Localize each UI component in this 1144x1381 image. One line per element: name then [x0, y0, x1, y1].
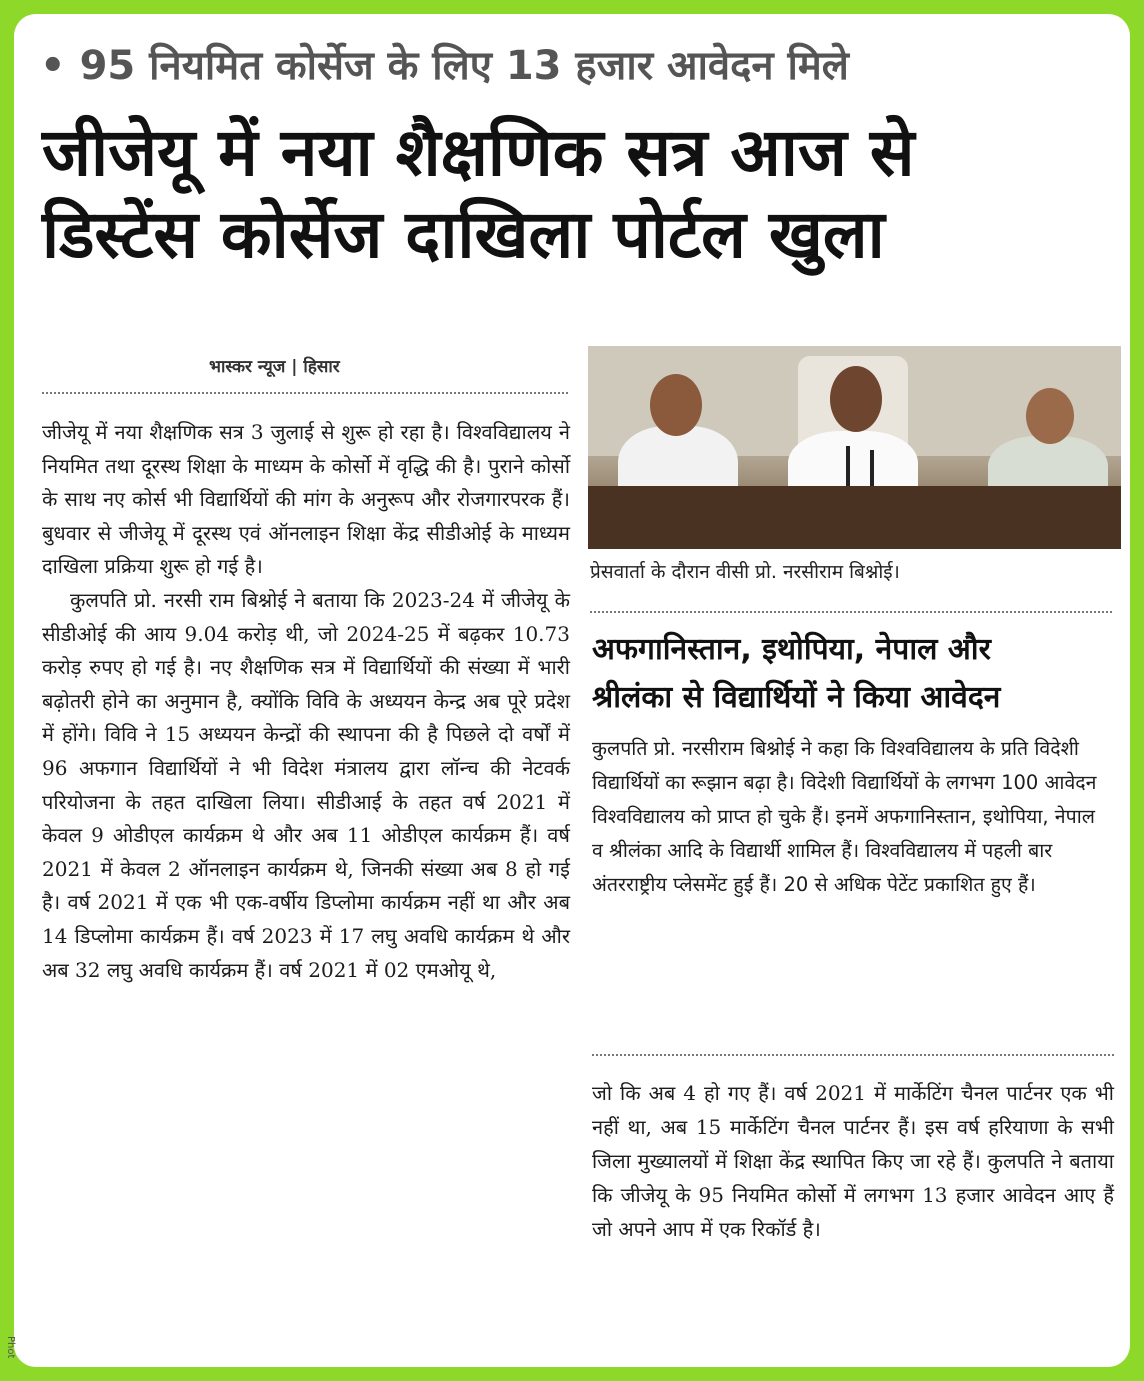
photo-table — [588, 486, 1121, 549]
photo-mic-1 — [846, 446, 850, 491]
headline-line-2: डिस्टेंस कोर्सेज दाखिला पोर्टल खुला — [42, 196, 885, 273]
subheadline-line-2: श्रीलंका से विद्यार्थियों ने किया आवेदन — [592, 680, 1001, 715]
right-column-bottom: जो कि अब 4 हो गए हैं। वर्ष 2021 में मार्केटिंग चैनल पार्टनर एक भी नहीं था, अब 15 मार्केटिंग चैनल पार्टनर हैं। इस वर्ष हरियाणा के सभी जिला मुख्यालयों में शिक्षा केंद्र स्थापित किए जा रहे हैं। कुलपति ने बताया कि जीजेयू के 95 नियमित कोर्सो में लगभग 13 हजार आवेदन आए हैं जो अपने आप में एक रिकॉर्ड है। — [592, 1081, 1114, 1241]
photo-credit: Phot — [5, 1336, 16, 1359]
press-conference-photo — [588, 346, 1121, 549]
kicker-text: 95 नियमित कोर्सेज के लिए 13 हजार आवेदन मिले — [79, 43, 849, 89]
kicker-line — [40, 38, 1110, 94]
caption-divider — [590, 611, 1112, 613]
byline-divider — [42, 392, 568, 394]
left-paragraph-1: जीजेयू में नया शैक्षणिक सत्र 3 जुलाई से शुरू हो रहा है। विश्वविद्यालय ने नियमित तथा दूरस्थ शिक्षा के माध्यम के कोर्सो में वृद्धि की है। पुराने कोर्सो के साथ नए कोर्स भी विद्यार्थियों की मांग के अनुरूप और रोजगारपरक हैं। बुधवार से जीजेयू में दूरस्थ एवं ऑनलाइन शिक्षा केंद्र सीडीओई के माध्यम दाखिला प्रक्रिया शुरू हो गई है। — [42, 420, 570, 579]
photo-head-right — [1026, 388, 1074, 444]
photo-head-center — [830, 366, 882, 432]
right-column-divider — [592, 1054, 1114, 1056]
left-column — [42, 416, 570, 987]
bullet-icon: • — [40, 43, 66, 89]
photo-caption: प्रेसवार्ता के दौरान वीसी प्रो. नरसीराम बिश्नोई। — [590, 561, 900, 583]
byline: भास्कर न्यूज | हिसार — [209, 357, 340, 377]
photo-mic-2 — [870, 450, 874, 490]
subheadline-line-1: अफगानिस्तान, इथोपिया, नेपाल और — [592, 632, 991, 667]
subheadline — [592, 626, 1112, 722]
newspaper-clipping — [14, 14, 1130, 1367]
photo-head-left — [650, 374, 702, 436]
headline — [42, 112, 1102, 276]
headline-line-1: जीजेयू में नया शैक्षणिक सत्र आज से — [42, 114, 915, 191]
left-paragraph-2: कुलपति प्रो. नरसी राम बिश्नोई ने बताया कि 2023-24 में जीजेयू के सीडीओई की आय 9.04 करोड़ थी, जो 2024-25 में बढ़कर 10.73 करोड़ रुपए हो गई है। नए शैक्षणिक सत्र में विद्यार्थियों की संख्या में भारी बढ़ोतरी होने का अनुमान है, क्योंकि विवि के अध्ययन केन्द्र अब पूरे प्रदेश में होंगे। विवि ने 15 अध्ययन केन्द्रों की स्थापना की है पिछले दो वर्षों में 96 अफगान विद्यार्थियों ने भी विदेश मंत्रालय द्वारा लॉन्च की नेटवर्क परियोजना के तहत दाखिला लिया। सीडीआई के तहत वर्ष 2021 में केवल 9 ओडीएल कार्यक्रम थे और अब 11 ओडीएल कार्यक्रम हैं। वर्ष 2021 में केवल 2 ऑनलाइन कार्यक्रम थे, जिनकी संख्या अब 8 हो गई है। वर्ष 2021 में एक भी एक-वर्षीय डिप्लोमा कार्यक्रम नहीं था और अब 14 डिप्लोमा कार्यक्रम हैं। वर्ष 2023 में 17 लघु अवधि कार्यक्रम थे और अब 32 लघु अवधि कार्यक्रम हैं। वर्ष 2021 में 02 एमओयू थे, — [42, 587, 570, 982]
right-column-top: कुलपति प्रो. नरसीराम बिश्नोई ने कहा कि विश्वविद्यालय के प्रति विदेशी विद्यार्थियों का रूझान बढ़ा है। विदेशी विद्यार्थियों के लगभग 100 आवेदन विश्वविद्यालय को प्राप्त हो चुके हैं। इनमें अफगानिस्तान, इथोपिया, नेपाल व श्रीलंका आदि के विद्यार्थी शामिल हैं। विश्वविद्यालय में पहली बार अंतरराष्ट्रीय प्लेसमेंट हुई हैं। 20 से अधिक पेटेंट प्रकाशित हुए हैं। — [592, 737, 1097, 896]
